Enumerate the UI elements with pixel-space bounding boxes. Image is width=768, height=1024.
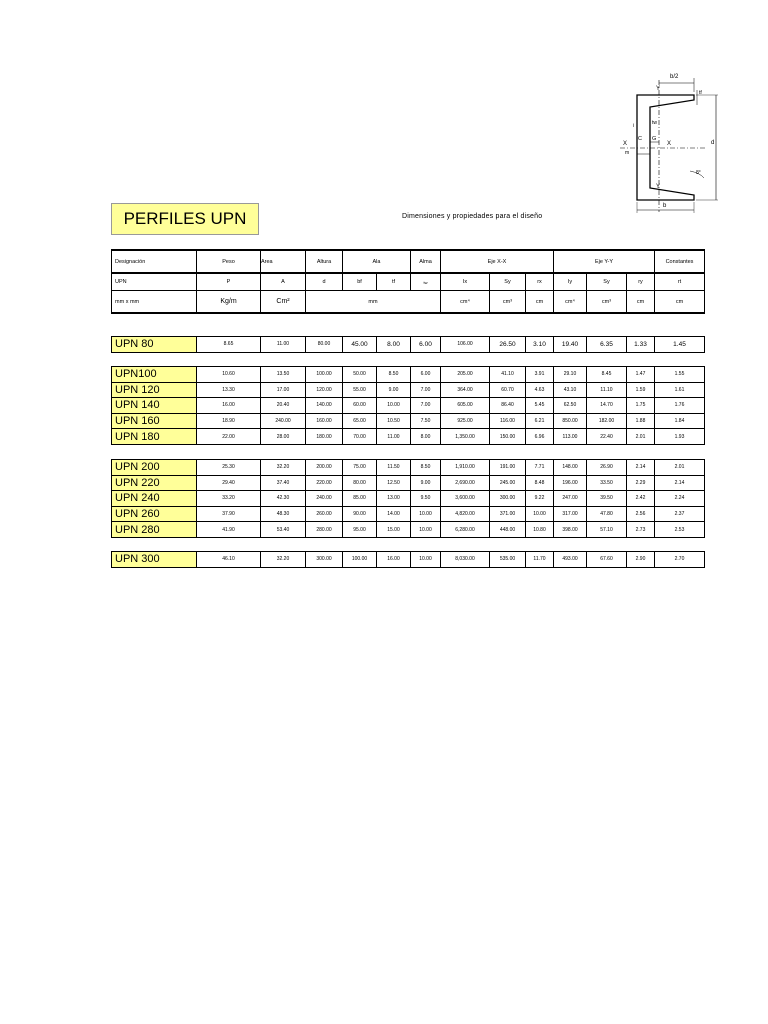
cell-tw: 10.00 [411,506,441,522]
cell-sy: 26.90 [587,460,627,476]
cell-ix: 605.00 [441,398,490,414]
cell-tf: 8.00 [377,337,411,353]
cell-sy: 33.50 [587,475,627,491]
cell-ix: 925.00 [441,413,490,429]
header-symbol: UPN [112,273,197,291]
cell-iy: 398.00 [554,522,587,538]
page-subtitle: Dimensiones y propiedades para el diseño [402,213,543,220]
header-alma: Alma [411,250,441,273]
cell-altura: 140.00 [306,398,343,414]
cell-tw: 6.00 [411,337,441,353]
header-symbol: Sy [490,273,526,291]
cell-tf: 14.00 [377,506,411,522]
cell-sy: 47.80 [587,506,627,522]
label-m: m [625,150,630,156]
label-b: b [663,203,667,209]
header-unit: cm [627,291,655,314]
header-symbol: Ix [441,273,490,291]
cell-altura: 200.00 [306,460,343,476]
cell-area: 37.40 [261,475,306,491]
cell-area: 240.00 [261,413,306,429]
profile-designation: UPN 80 [112,337,197,353]
table-row [112,429,705,445]
cell-rt: 1.93 [655,429,705,445]
header-symbol: bf [343,273,377,291]
label-tw: tw [652,120,657,126]
cell-rt: 2.37 [655,506,705,522]
cell-peso: 25.30 [197,460,261,476]
profile-designation: UPN 220 [112,475,197,491]
cell-altura: 100.00 [306,367,343,383]
cell-bf: 60.00 [343,398,377,414]
cell-sx: 116.00 [490,413,526,429]
cell-sx: 41.10 [490,367,526,383]
cell-tw: 9.00 [411,475,441,491]
profile-group-table [111,459,705,538]
cell-sy: 6.35 [587,337,627,353]
cell-peso: 29.40 [197,475,261,491]
cell-altura: 300.00 [306,552,343,568]
cell-tw: 6.00 [411,367,441,383]
cell-bf: 65.00 [343,413,377,429]
table-row [112,337,705,353]
cell-area: 32.20 [261,552,306,568]
cell-sy: 57.10 [587,522,627,538]
table-row [112,491,705,507]
cell-rx: 6.96 [526,429,554,445]
cell-area: 20.40 [261,398,306,414]
cell-altura: 180.00 [306,429,343,445]
table-row [112,475,705,491]
cell-rt: 2.01 [655,460,705,476]
cell-ry: 1.47 [627,367,655,383]
cell-bf: 45.00 [343,337,377,353]
cell-ry: 2.14 [627,460,655,476]
cell-area: 48.30 [261,506,306,522]
cell-tf: 12.50 [377,475,411,491]
cell-ix: 8,030.00 [441,552,490,568]
cell-area: 53.40 [261,522,306,538]
header-altura: Altura [306,250,343,273]
cell-ix: 205.00 [441,367,490,383]
header-table [111,249,705,314]
profile-designation: UPN 160 [112,413,197,429]
cell-sy: 8.45 [587,367,627,383]
table-row [112,413,705,429]
cell-altura: 160.00 [306,413,343,429]
cell-area: 17.00 [261,382,306,398]
cell-ry: 1.59 [627,382,655,398]
cell-altura: 240.00 [306,491,343,507]
cell-sy: 14.70 [587,398,627,414]
profile-designation: UPN 180 [112,429,197,445]
cell-sy: 182.00 [587,413,627,429]
cell-peso: 16.00 [197,398,261,414]
cell-sx: 26.50 [490,337,526,353]
header-symbol: Sy [587,273,627,291]
cell-sy: 11.10 [587,382,627,398]
cell-ry: 2.90 [627,552,655,568]
cell-sy: 67.60 [587,552,627,568]
cell-ry: 1.75 [627,398,655,414]
cell-iy: 317.00 [554,506,587,522]
cell-altura: 280.00 [306,522,343,538]
cell-rt: 1.84 [655,413,705,429]
cell-peso: 10.60 [197,367,261,383]
cell-peso: 22.00 [197,429,261,445]
profile-designation: UPN 120 [112,382,197,398]
header-symbol: Iy [554,273,587,291]
cell-tw: 8.50 [411,460,441,476]
profile-designation: UPN100 [112,367,197,383]
cell-bf: 70.00 [343,429,377,445]
cell-tw: 7.00 [411,382,441,398]
cell-ry: 2.29 [627,475,655,491]
header-unit: cm⁴ [554,291,587,314]
cell-sx: 448.00 [490,522,526,538]
profile-designation: UPN 240 [112,491,197,507]
profile-group-table [111,336,705,353]
cell-tf: 11.50 [377,460,411,476]
cell-area: 42.30 [261,491,306,507]
cell-rt: 2.70 [655,552,705,568]
cell-sx: 86.40 [490,398,526,414]
cell-ix: 6,280.00 [441,522,490,538]
header-symbol: tw [411,273,441,291]
table-row [112,382,705,398]
table-row [112,552,705,568]
table-row [112,506,705,522]
cell-area: 28.00 [261,429,306,445]
header-eje-yy: Eje Y-Y [554,250,655,273]
cell-tw: 8.00 [411,429,441,445]
cell-tf: 10.50 [377,413,411,429]
cell-sx: 371.00 [490,506,526,522]
cell-ix: 364.00 [441,382,490,398]
upn-profile-diagram [612,70,732,220]
page-title: PERFILES UPN [111,203,259,235]
cell-ry: 2.56 [627,506,655,522]
cell-tw: 10.00 [411,552,441,568]
header-unit: cm [526,291,554,314]
cell-sx: 300.00 [490,491,526,507]
label-b2: b/2 [670,74,679,80]
cell-sx: 245.00 [490,475,526,491]
cell-sx: 150.00 [490,429,526,445]
cell-bf: 100.00 [343,552,377,568]
header-unit: cm³ [587,291,627,314]
label-x-left: X [623,141,628,147]
header-ala: Ala [343,250,411,273]
header-unit: mm x mm [112,291,197,314]
cell-ix: 106.00 [441,337,490,353]
cell-rt: 2.14 [655,475,705,491]
cell-bf: 80.00 [343,475,377,491]
cell-peso: 13.30 [197,382,261,398]
cell-ry: 2.73 [627,522,655,538]
label-d: d [711,140,715,146]
cell-sx: 535.00 [490,552,526,568]
cell-iy: 148.00 [554,460,587,476]
cell-sx: 60.70 [490,382,526,398]
cell-area: 11.00 [261,337,306,353]
cell-rt: 2.53 [655,522,705,538]
cell-tw: 10.00 [411,522,441,538]
header-unit: mm [306,291,441,314]
cell-ix: 1,350.00 [441,429,490,445]
cell-rx: 10.00 [526,506,554,522]
cell-rx: 4.63 [526,382,554,398]
header-constantes: Constantes [655,250,705,273]
cell-sy: 39.50 [587,491,627,507]
cell-ix: 3,600.00 [441,491,490,507]
cell-ry: 2.42 [627,491,655,507]
cell-ry: 1.88 [627,413,655,429]
label-g: G [652,136,657,142]
profile-group-table [111,366,705,445]
cell-rt: 1.76 [655,398,705,414]
cell-rt: 1.61 [655,382,705,398]
cell-ix: 1,910.00 [441,460,490,476]
label-i: i [633,123,635,129]
cell-iy: 29.10 [554,367,587,383]
header-symbol: d [306,273,343,291]
profile-designation: UPN 300 [112,552,197,568]
header-area: Area [261,250,306,273]
cell-rx: 6.21 [526,413,554,429]
label-c: C [638,136,642,142]
cell-iy: 850.00 [554,413,587,429]
label-x-right: X [667,141,672,147]
header-symbol: tf [377,273,411,291]
table-row [112,460,705,476]
cell-rt: 1.55 [655,367,705,383]
cell-rx: 10.80 [526,522,554,538]
profile-designation: UPN 140 [112,398,197,414]
cell-tw: 7.50 [411,413,441,429]
cell-iy: 196.00 [554,475,587,491]
profile-designation: UPN 200 [112,460,197,476]
label-tf: tf [699,90,702,96]
cell-rt: 2.24 [655,491,705,507]
cell-tf: 11.00 [377,429,411,445]
header-symbol: P [197,273,261,291]
cell-altura: 220.00 [306,475,343,491]
header-unit: Kg/m [197,291,261,314]
cell-peso: 33.20 [197,491,261,507]
label-y-top: Y [656,86,661,92]
cell-peso: 8.65 [197,337,261,353]
cell-rx: 5.45 [526,398,554,414]
cell-iy: 62.50 [554,398,587,414]
cell-bf: 50.00 [343,367,377,383]
header-eje-xx: Eje X-X [441,250,554,273]
header-symbol: rx [526,273,554,291]
header-symbol: A [261,273,306,291]
cell-iy: 247.00 [554,491,587,507]
cell-ry: 1.33 [627,337,655,353]
cell-tw: 9.50 [411,491,441,507]
cell-area: 13.50 [261,367,306,383]
table-row [112,398,705,414]
cell-iy: 493.00 [554,552,587,568]
cell-altura: 120.00 [306,382,343,398]
cell-tf: 16.00 [377,552,411,568]
cell-tf: 10.00 [377,398,411,414]
cell-peso: 18.90 [197,413,261,429]
header-symbol: ry [627,273,655,291]
cell-altura: 260.00 [306,506,343,522]
table-row [112,522,705,538]
label-angle: 8° [696,170,701,176]
cell-rx: 8.48 [526,475,554,491]
cell-altura: 80.00 [306,337,343,353]
cell-sy: 22.40 [587,429,627,445]
cell-rx: 7.71 [526,460,554,476]
profile-designation: UPN 280 [112,522,197,538]
cell-peso: 41.90 [197,522,261,538]
cell-bf: 90.00 [343,506,377,522]
header-unit: cm [655,291,705,314]
cell-iy: 43.10 [554,382,587,398]
cell-rt: 1.45 [655,337,705,353]
cell-iy: 19.40 [554,337,587,353]
cell-tf: 8.50 [377,367,411,383]
cell-ix: 4,820.00 [441,506,490,522]
label-y-bottom: Y [656,184,661,190]
cell-tf: 15.00 [377,522,411,538]
cell-peso: 46.10 [197,552,261,568]
header-unit: cm⁴ [441,291,490,314]
cell-ix: 2,690.00 [441,475,490,491]
cell-bf: 55.00 [343,382,377,398]
cell-iy: 113.00 [554,429,587,445]
cell-rx: 3.10 [526,337,554,353]
cell-ry: 2.01 [627,429,655,445]
header-unit: cm³ [490,291,526,314]
profile-designation: UPN 260 [112,506,197,522]
cell-bf: 95.00 [343,522,377,538]
cell-sx: 191.00 [490,460,526,476]
profile-group-table [111,551,705,568]
cell-bf: 75.00 [343,460,377,476]
cell-rx: 3.91 [526,367,554,383]
cell-bf: 85.00 [343,491,377,507]
cell-rx: 11.70 [526,552,554,568]
cell-tf: 9.00 [377,382,411,398]
table-row [112,367,705,383]
cell-tf: 13.00 [377,491,411,507]
cell-peso: 37.90 [197,506,261,522]
header-designacion: Designación [112,250,197,273]
header-unit: Cm² [261,291,306,314]
header-symbol: rt [655,273,705,291]
cell-area: 32.20 [261,460,306,476]
header-peso: Peso [197,250,261,273]
cell-tw: 7.00 [411,398,441,414]
cell-rx: 9.22 [526,491,554,507]
